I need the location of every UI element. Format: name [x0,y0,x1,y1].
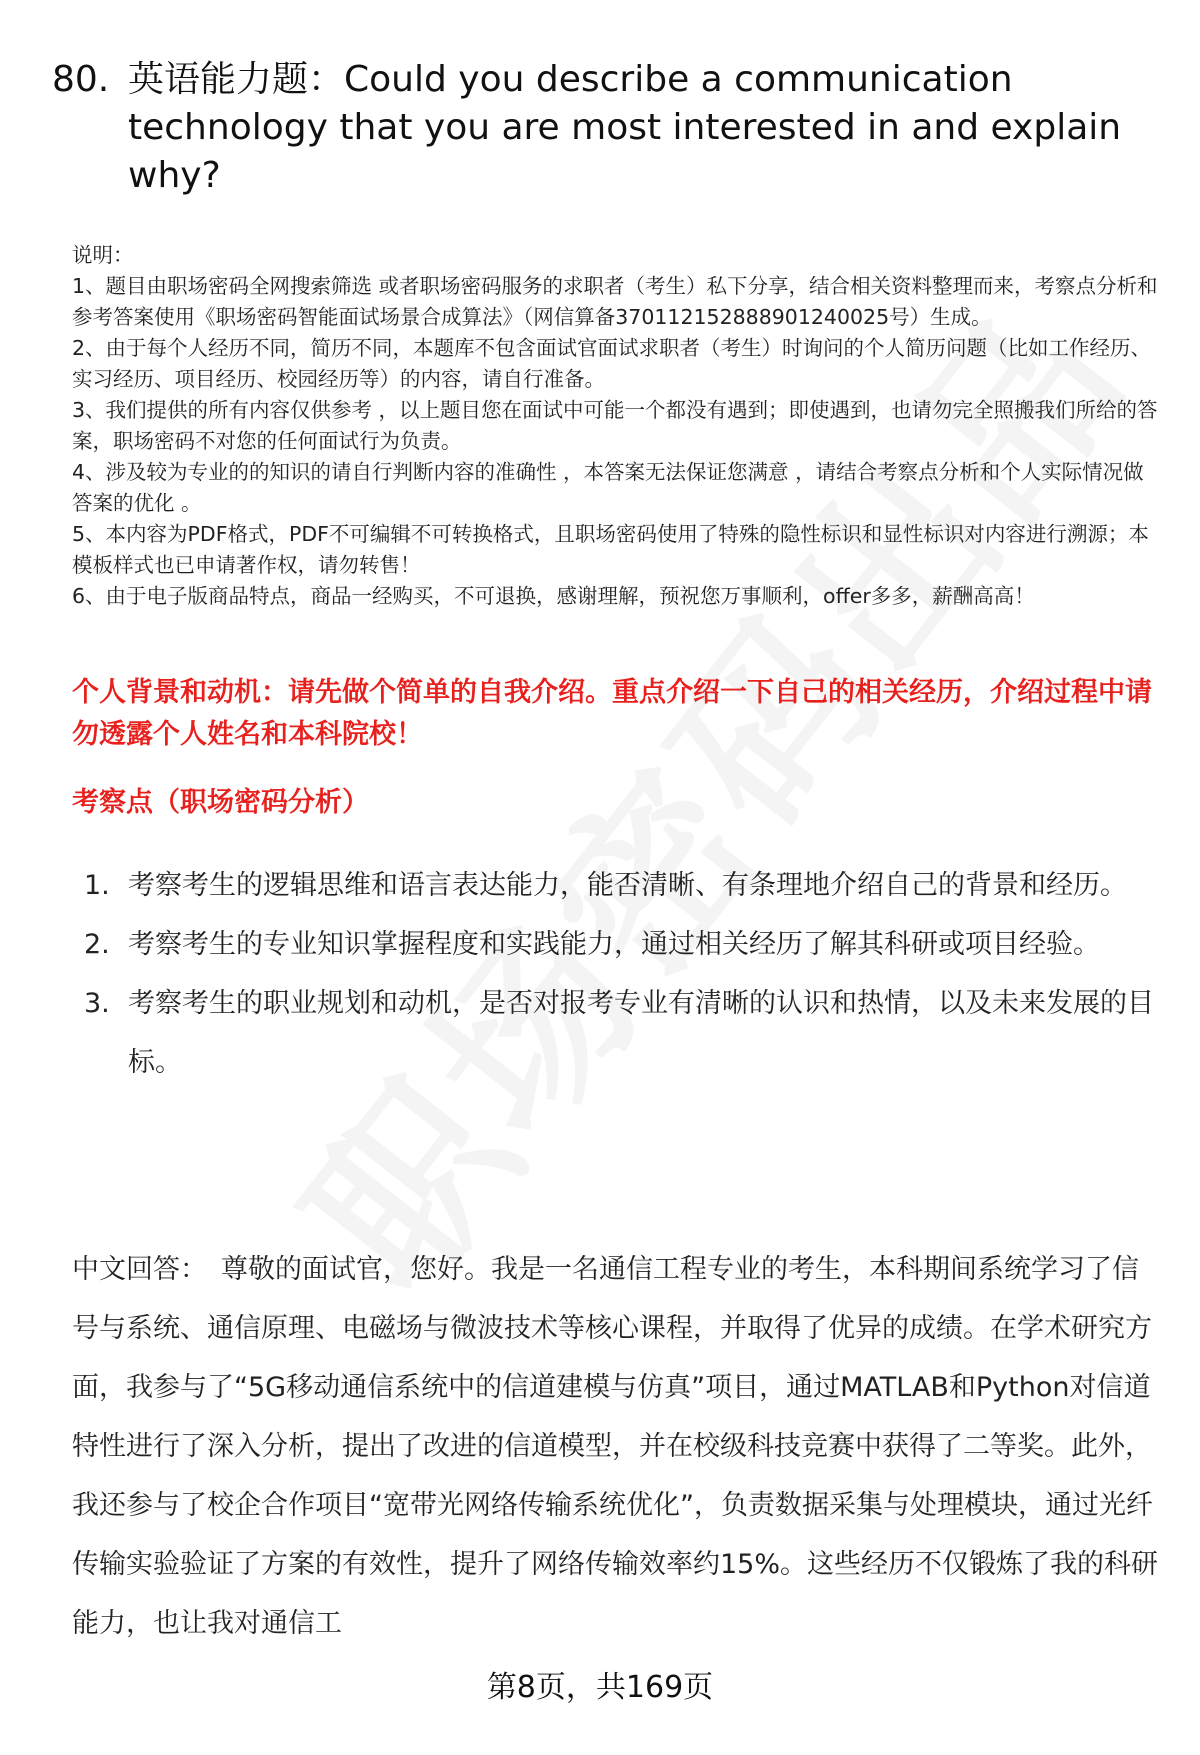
analysis-points [84,856,1164,1092]
answer-block [72,1240,1162,1653]
list-item-text: 考察考生的职业规划和动机，是否对报考专业有清晰的认识和热情，以及未来发展的目标。 [128,988,1154,1078]
section-title: 个人背景和动机：请先做个简单的自我介绍。重点介绍一下自己的相关经历，介绍过程中请勿透露个人姓名和本科院校！ [72,677,1152,750]
note-item: 3、我们提供的所有内容仅供参考 ，以上题目您在面试中可能一个都没有遇到；即使遇到，也请勿完全照搬我们所给的答案，职场密码不对您的任何面试行为负责。 [72,398,1158,453]
page-footer: 第8页，共169页 [486,1670,714,1705]
note-item: 1、题目由职场密码全网搜索筛选 或者职场密码服务的求职者（考生）私下分享，结合相关资料整理而来，考察点分析和参考答案使用《职场密码智能面试场景合成算法》（网信算备370112152888901240025号）生成。 [72,274,1158,329]
list-item-number: 1. [84,870,110,901]
list-item [84,974,1164,1092]
list-item-text: 考察考生的专业知识掌握程度和实践能力，通过相关经历了解其科研或项目经验。 [128,929,1100,960]
note-item: 5、本内容为PDF格式，PDF不可编辑不可转换格式，且职场密码使用了特殊的隐性标识和显性标识对内容进行溯源；本模板样式也已申请著作权，请勿转售！ [72,522,1149,577]
question-heading [52,56,1162,200]
answer-label: 中文回答： [72,1254,207,1285]
list-item [84,915,1164,974]
list-item-number: 3. [84,988,110,1019]
note-item: 4、涉及较为专业的的知识的请自行判断内容的准确性 ，本答案无法保证您满意 ，请结合考察点分析和个人实际情况做答案的优化 。 [72,460,1144,515]
note-item: 6、由于电子版商品特点，商品一经购买，不可退换，感谢理解，预祝您万事顺利，offer多多，薪酬高高！ [72,584,1035,608]
analysis-title: 考察点（职场密码分析） [72,787,369,818]
list-item [84,856,1164,915]
note-item: 2、由于每个人经历不同，简历不同，本题库不包含面试官面试求职者（考生）时询问的个人简历问题（比如工作经历、实习经历、项目经历、校园经历等）的内容，请自行准备。 [72,336,1152,391]
question-text: 英语能力题：Could you describe a communication technology that you are most interested in and explain why? [128,59,1122,196]
question-number: 80. [52,59,110,100]
list-item-text: 考察考生的逻辑思维和语言表达能力，能否清晰、有条理地介绍自己的背景和经历。 [128,870,1127,901]
answer-text: 尊敬的面试官，您好。我是一名通信工程专业的考生，本科期间系统学习了信号与系统、通信原理、电磁场与微波技术等核心课程，并取得了优异的成绩。在学术研究方面，我参与了“5G移动通信系统中的信道建模与仿真”项目，通过MATLAB和Python对信道特性进行了深入分析，提出了改进的信道模型，并在校级科技竞赛中获得了二等奖。此外，我还参与了校企合作项目“宽带光网络传输系统优化”，负责数据采集与处理模块，通过光纤传输实验验证了方案的有效性，提升了网络传输效率约15%。这些经历不仅锻炼了我的科研能力，也让我对通信工 [72,1254,1159,1639]
notes-heading: 说明： [72,243,134,267]
list-item-number: 2. [84,929,110,960]
notes-block [72,240,1162,612]
